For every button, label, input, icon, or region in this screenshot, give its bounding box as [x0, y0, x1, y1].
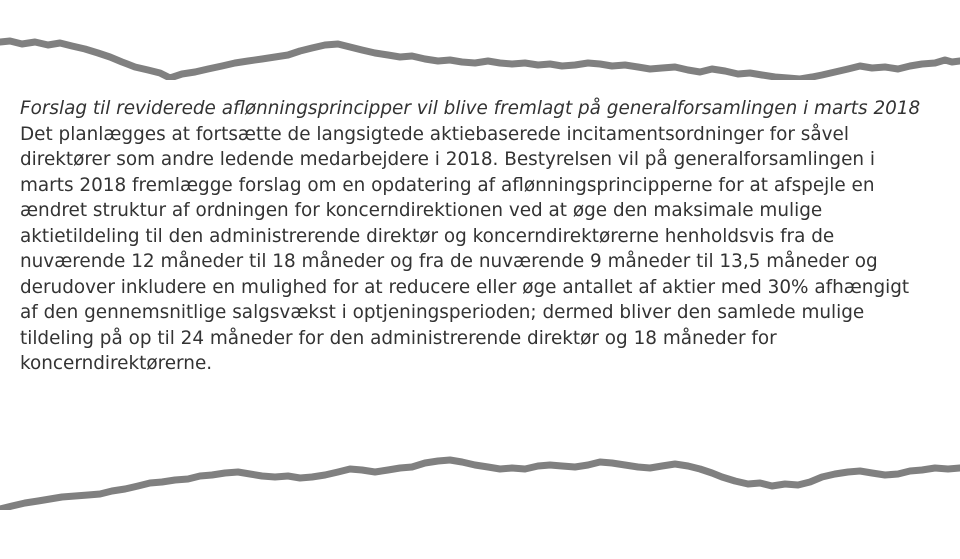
article-heading: Forslag til reviderede aflønningsprincipper vil blive fremlagt på generalforsamlingen i marts 2018 — [20, 98, 921, 119]
torn-edge-top — [0, 20, 960, 80]
torn-edge-bottom — [0, 450, 960, 510]
article — [20, 96, 925, 377]
article-body: Det planlægges at fortsætte de langsigtede aktiebaserede incitamentsordninger for såvel direktører som andre ledende medarbejdere i 2018. Bestyrelsen vil på generalforsamlingen i marts 2018 fremlægge forslag om en opdatering af aflønningsprincipperne for at afspejle en ændret struktur af ordningen for koncerndirektionen ved at øge den maksimale mulige aktietildeling til den administrerende direktør og koncerndirektørerne henholdsvis fra de nuværende 12 måneder til 18 måneder og fra de nuværende 9 måneder til 13,5 måneder og derudover inkludere en mulighed for at reducere eller øge antallet af aktier med 30% afhængigt af den gennemsnitlige salgsvækst i optjeningsperioden; dermed bliver den samlede mulige tildeling på op til 24 måneder for den administrerende direktør og 18 måneder for koncerndirektørerne. — [20, 123, 910, 374]
